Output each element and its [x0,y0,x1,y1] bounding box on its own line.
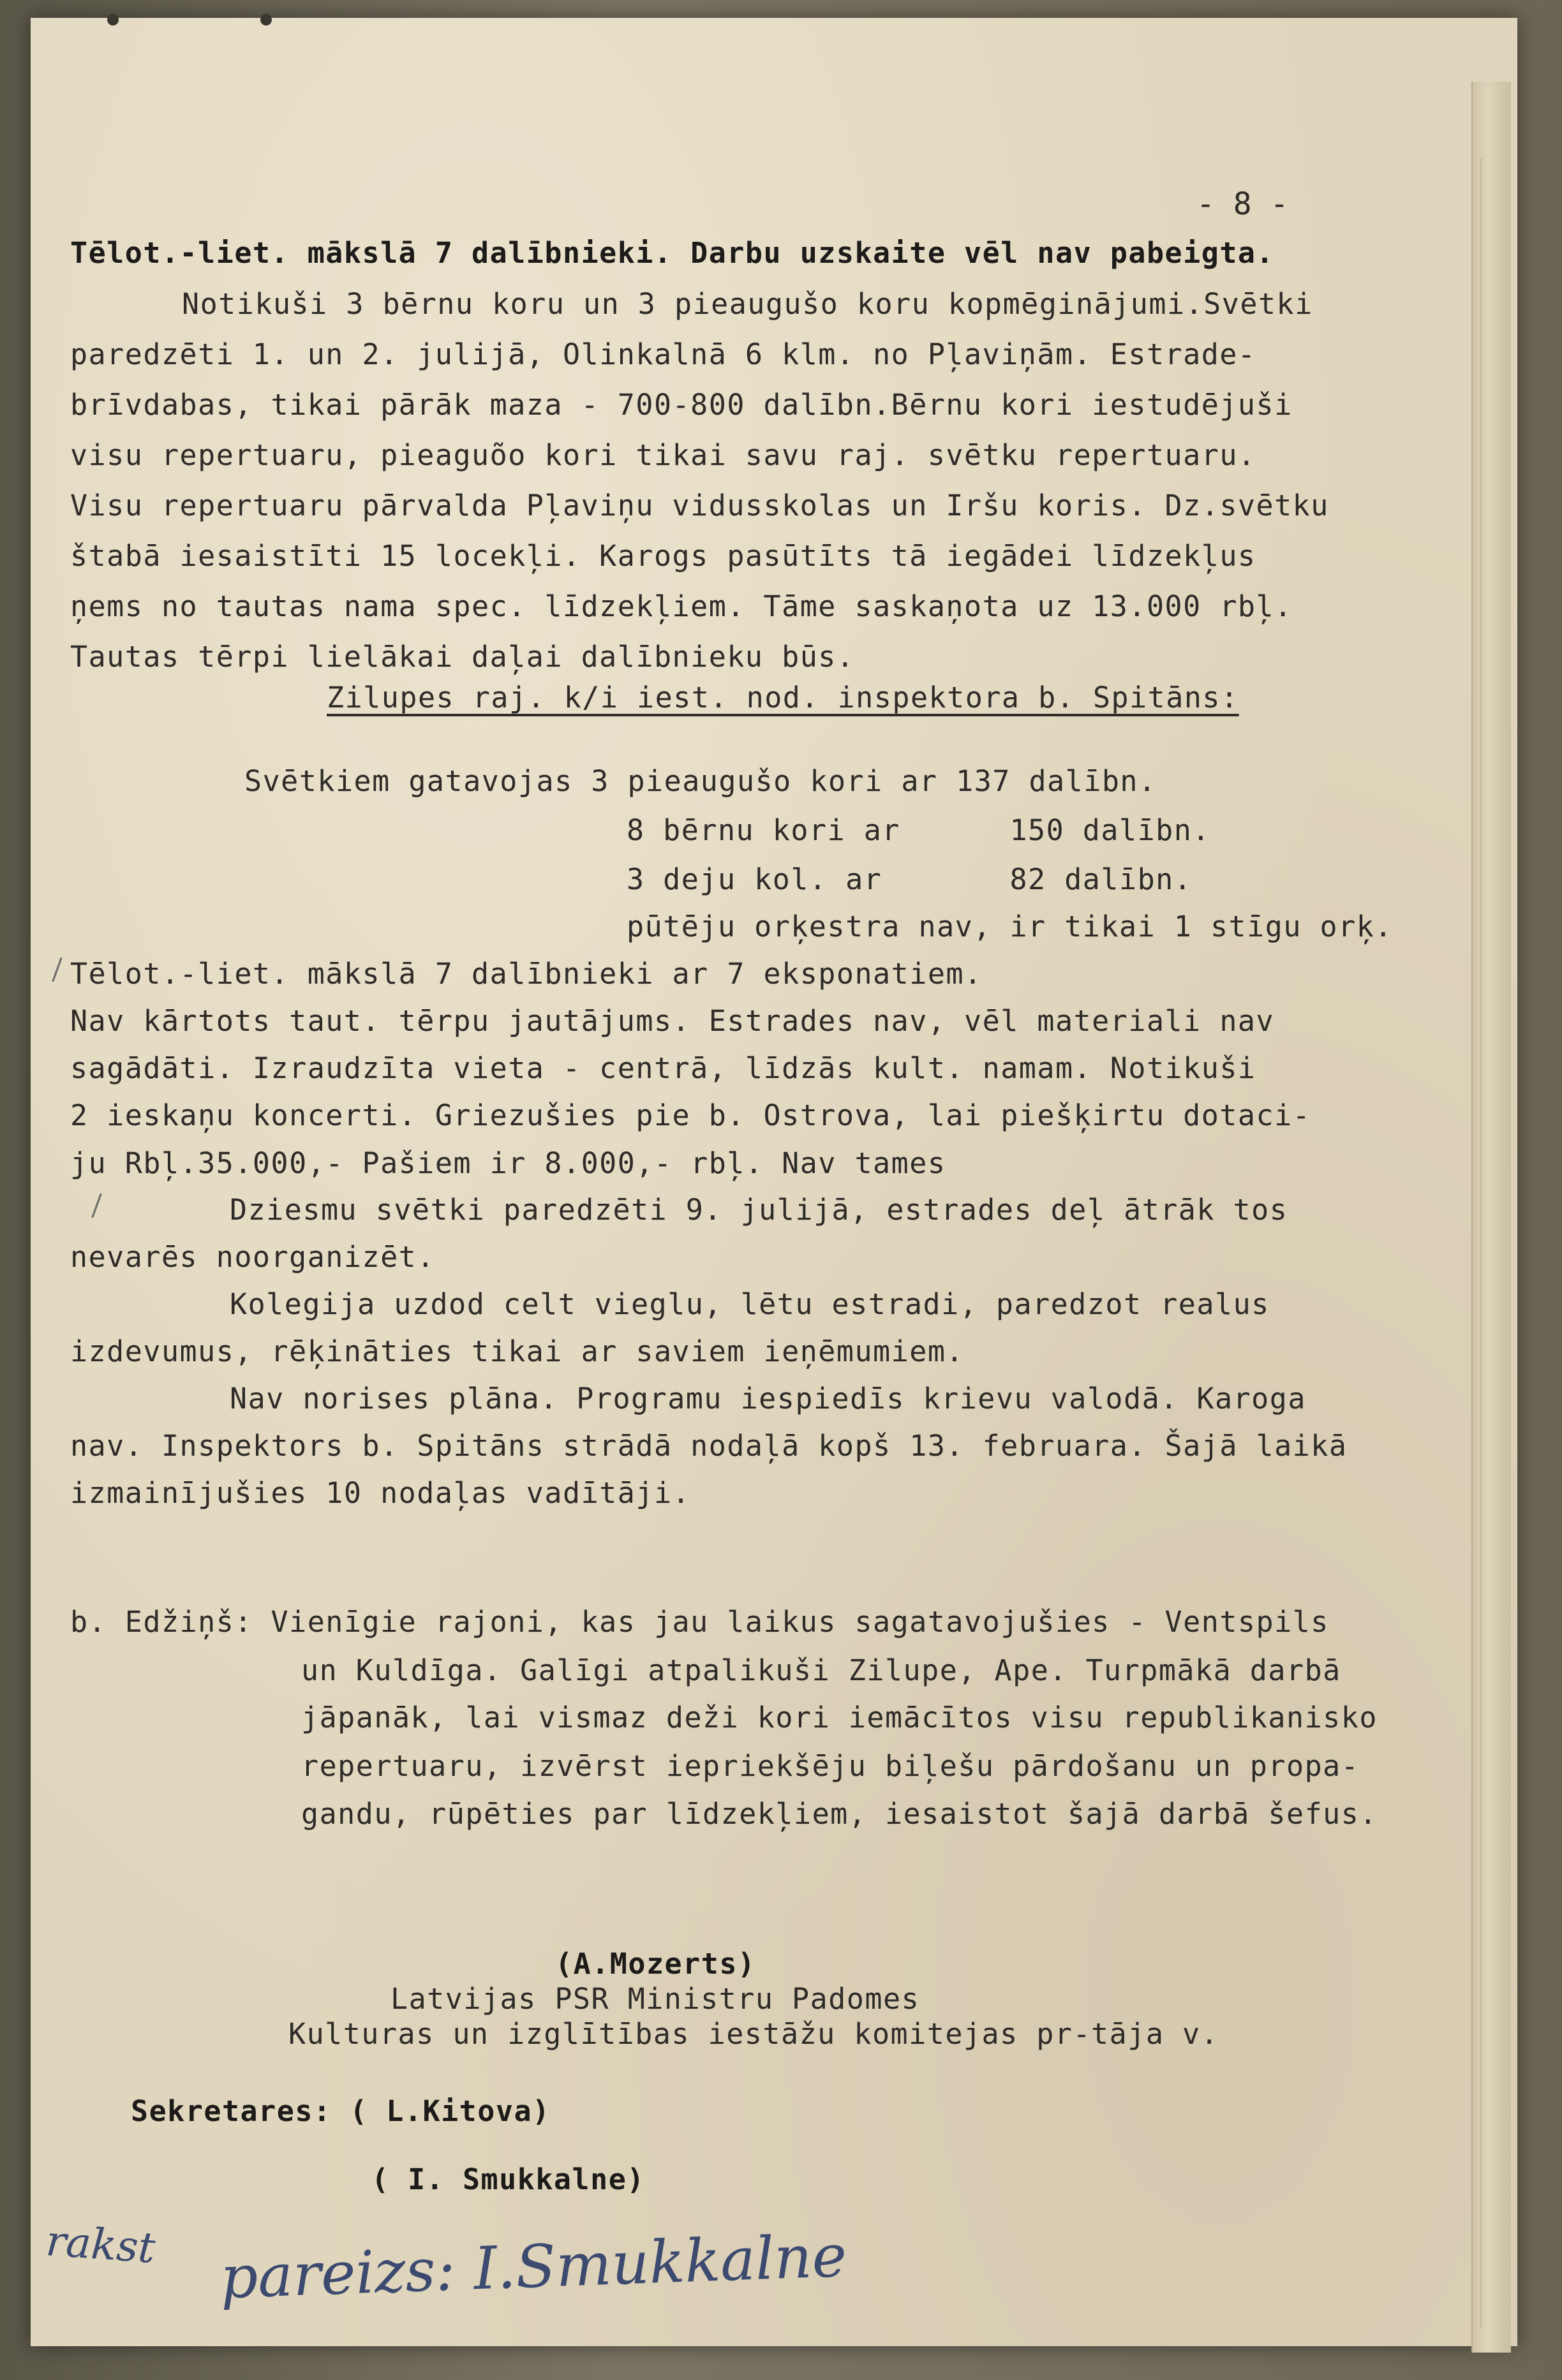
text-line: Kolegija uzdod celt vieglu, lētu estradi, paredzot realus [230,1287,1270,1321]
text-line: izdevumus, rēķināties tikai ar saviem ieņēmumiem. [70,1334,965,1368]
text-line: Nav kārtots taut. tērpu jautājums. Estrades nav, vēl materiali nav [70,1004,1275,1038]
text-line: brīvdabas, tikai pārāk maza - 700-800 dalībn.Bērnu kori iestudējuši [70,388,1293,422]
text-line: ju Rbļ.35.000,- Pašiem ir 8.000,- rbļ. Nav tames [70,1146,946,1180]
secretary-line: Sekretares: ( L.Kitova) [131,2094,551,2128]
signatory-name: (A.Mozerts) [555,1947,756,1981]
text-line: 2 ieskaņu koncerti. Griezušies pie b. Ostrova, lai piešķirtu dotaci- [70,1098,1311,1132]
signatory-title: Kulturas un izglītības iestāžu komitejas pr-tāja v. [288,2017,1219,2051]
text-line: visu repertuaru, pieaguõo kori tikai savu raj. svētku repertuaru. [70,438,1256,472]
text-line: Tautas tērpi lielākai daļai dalībnieku būs. [70,640,855,674]
binding-hole [260,14,272,26]
text-line: gandu, rūpēties par līdzekļiem, iesaistot šajā darbā šefus. [301,1797,1378,1831]
handwritten-margin-note: rakst [44,2216,157,2273]
text-line: Visu repertuaru pārvalda Pļaviņu vidusskolas un Iršu koris. Dz.svētku [70,489,1329,522]
text-line: sagādāti. Izraudzīta vieta - centrā, līdzās kult. namam. Notikuši [70,1051,1256,1085]
text-line: pūtēju orķestra nav, ir tikai 1 stīgu orķ. [627,910,1393,943]
page-number: - 8 - [1196,186,1289,222]
text-line: Nav norises plāna. Programu iespiedīs krievu valodā. Karoga [230,1382,1306,1415]
secretary-line: ( I. Smukkalne) [371,2162,645,2196]
text-line: jāpanāk, lai vismaz deži kori iemācītos visu republikanisko [301,1701,1378,1734]
text-line: nav. Inspektors b. Spitāns strādā nodaļā kopš 13. februara. Šajā laikā [70,1429,1348,1463]
text-line: 8 bērnu kori ar 150 dalībn. [627,813,1210,847]
speaker-line: b. Edžiņš: Vienīgie rajoni, kas jau laikus sagatavojušies - Ventspils [70,1605,1329,1639]
text-line: Notikuši 3 bērnu koru un 3 pieaugušo koru kopmēginājumi.Svētki [182,287,1313,321]
text-line: Svētkiem gatavojas 3 pieaugušo kori ar 137 dalībn. [244,764,1157,798]
text-line: izmainījušies 10 nodaļas vadītāji. [70,1476,691,1510]
signatory-title: Latvijas PSR Ministru Padomes [390,1982,920,2016]
text-line: Dziesmu svētki paredzēti 9. julijā, estrades deļ ātrāk tos [230,1193,1288,1227]
text-line: ņems no tautas nama spec. līdzekļiem. Tāme saskaņota uz 13.000 rbļ. [70,589,1293,623]
text-line: štabā iesaistīti 15 locekļi. Karogs pasūtīts tā iegādei līdzekļus [70,539,1256,573]
text-line: 3 deju kol. ar 82 dalībn. [627,862,1193,896]
page-stack-edge-inner [1480,158,1494,2327]
text-line: nevarēs noorganizēt. [70,1240,435,1274]
text-line: repertuaru, izvērst iepriekšēju biļešu pārdošanu un propa- [301,1749,1360,1783]
section-heading: Zilupes raj. k/i iest. nod. inspektora b. Spitāns: [327,681,1239,714]
text-line: paredzēti 1. un 2. julijā, Olinkalnā 6 klm. no Pļaviņām. Estrade- [70,337,1256,371]
text-line: Tēlot.-liet. mākslā 7 dalībnieki ar 7 eksponatiem. [70,957,983,991]
text-line: Tēlot.-liet. mākslā 7 dalībnieki. Darbu uzskaite vēl nav pabeigta. [70,236,1275,270]
binding-hole [107,14,119,26]
handwritten-signature: pareizs: I.Smukkalne [219,2221,848,2312]
text-line: un Kuldīga. Galīgi atpalikuši Zilupe, Ape. Turpmākā darbā [301,1653,1341,1687]
